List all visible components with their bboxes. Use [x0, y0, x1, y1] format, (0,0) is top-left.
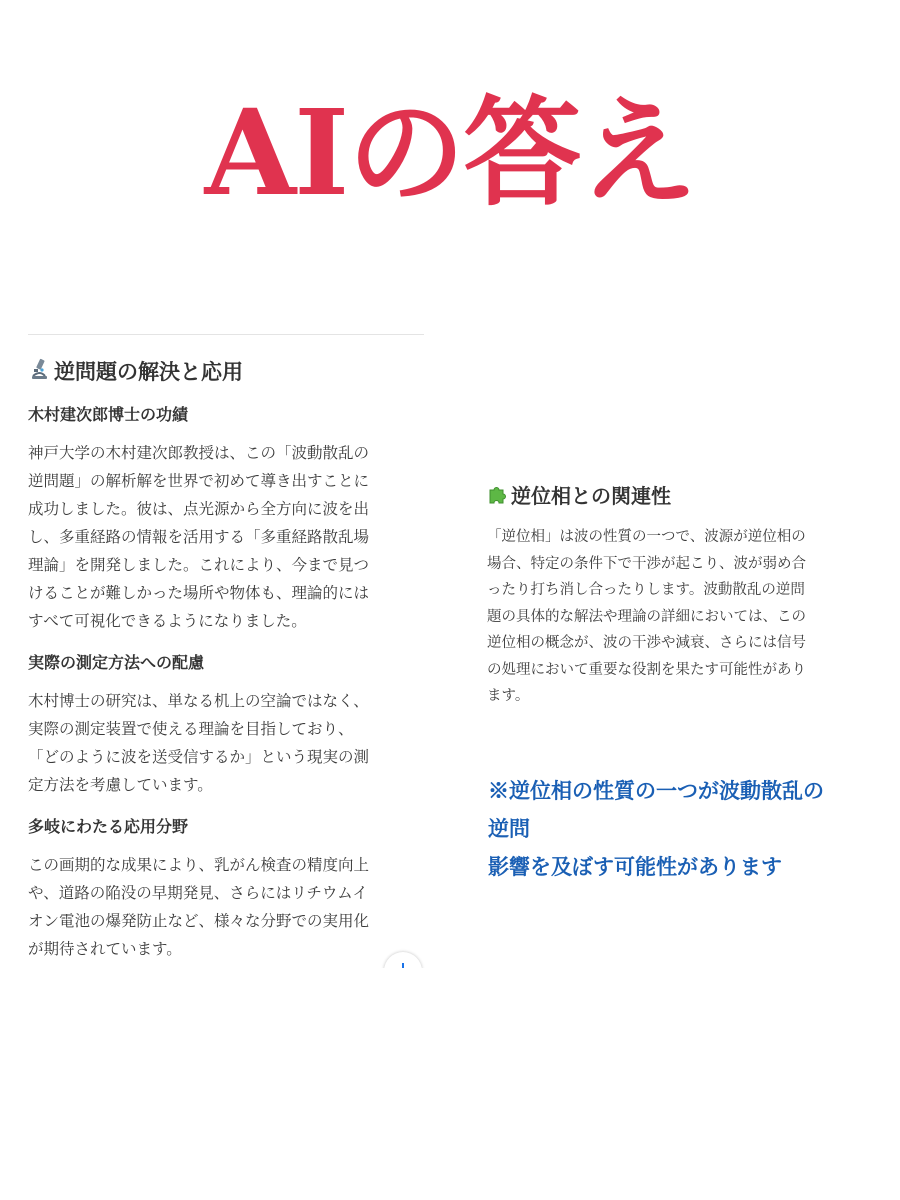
- screenshot-crop-edge: [370, 968, 440, 998]
- headline-title: [0, 78, 900, 228]
- microscope-icon: [28, 358, 52, 385]
- body-line: 場合、特定の条件下で干渉が起こり、波が弱め合: [487, 555, 806, 572]
- body-line: ったり打ち消し合ったりします。波動散乱の逆問: [487, 582, 805, 598]
- anti-phase-body: [487, 524, 862, 710]
- achievement-block: [28, 403, 424, 635]
- headline-text: AIの答え: [204, 83, 696, 222]
- note-line: 逆問: [488, 816, 530, 841]
- body-line: 題の具体的な解法や理論の詳細においては、この: [487, 608, 806, 625]
- body-line: し、多重経路の情報を活用する「多重経路散乱場: [28, 528, 370, 546]
- section-title-text: 逆問題の解決と応用: [54, 360, 243, 384]
- body-line: けることが難しかった場所や物体も、理論的には: [28, 584, 370, 602]
- applications-block: [28, 815, 424, 963]
- body-line: の処理において重要な役割を果たす可能性があり: [487, 661, 806, 678]
- body-line: 成功しました。彼は、点光源から全方向に波を出: [28, 500, 370, 518]
- block-body: [28, 687, 424, 799]
- body-line: 実際の測定装置で使える理論を目指しており、: [28, 720, 354, 738]
- block-body: [28, 851, 424, 963]
- body-line: 「逆位相」は波の性質の一つで、波源が逆位相の: [487, 529, 806, 545]
- block-heading: 実際の測定方法への配慮: [28, 653, 205, 672]
- body-line: ます。: [487, 688, 530, 704]
- body-line: この画期的な成果により、乳がん検査の精度向上: [28, 856, 370, 874]
- block-heading: 多岐にわたる応用分野: [28, 817, 189, 836]
- measurement-block: [28, 651, 424, 799]
- ai-answer-panel: [28, 334, 424, 974]
- note-line: 影響を及ぼす可能性があります: [488, 854, 782, 879]
- anti-phase-panel: [487, 478, 862, 710]
- block-body: [28, 439, 424, 635]
- body-line: 理論」を開発しました。これにより、今まで見つ: [28, 556, 370, 574]
- section-title: [487, 478, 862, 510]
- body-line: すべて可視化できるようになりました。: [28, 612, 307, 630]
- body-line: 定方法を考慮しています。: [28, 776, 213, 794]
- divider: [28, 334, 424, 335]
- body-line: 逆位相の概念が、波の干渉や減衰、さらには信号: [487, 635, 806, 651]
- body-line: 「どのように波を送受信するか」という現実の測: [28, 748, 370, 766]
- body-line: 神戸大学の木村建次郎教授は、この「波動散乱の: [28, 444, 370, 462]
- body-line: が期待されています。: [28, 940, 182, 958]
- note-line: ※逆位相の性質の一つが波動散乱の: [488, 778, 824, 803]
- body-line: 逆問題」の解析解を世界で初めて導き出すことに: [28, 472, 370, 490]
- section-title: [28, 355, 424, 387]
- body-line: オン電池の爆発防止など、様々な分野での実用化: [28, 912, 370, 930]
- section-title-text: 逆位相との関連性: [511, 483, 671, 508]
- puzzle-piece-icon: [487, 483, 509, 505]
- body-line: や、道路の陥没の早期発見、さらにはリチウムイ: [28, 884, 368, 902]
- annotation-note: [488, 772, 888, 886]
- block-heading: 木村建次郎博士の功績: [28, 405, 189, 424]
- body-line: 木村博士の研究は、単なる机上の空論ではなく、: [28, 692, 369, 710]
